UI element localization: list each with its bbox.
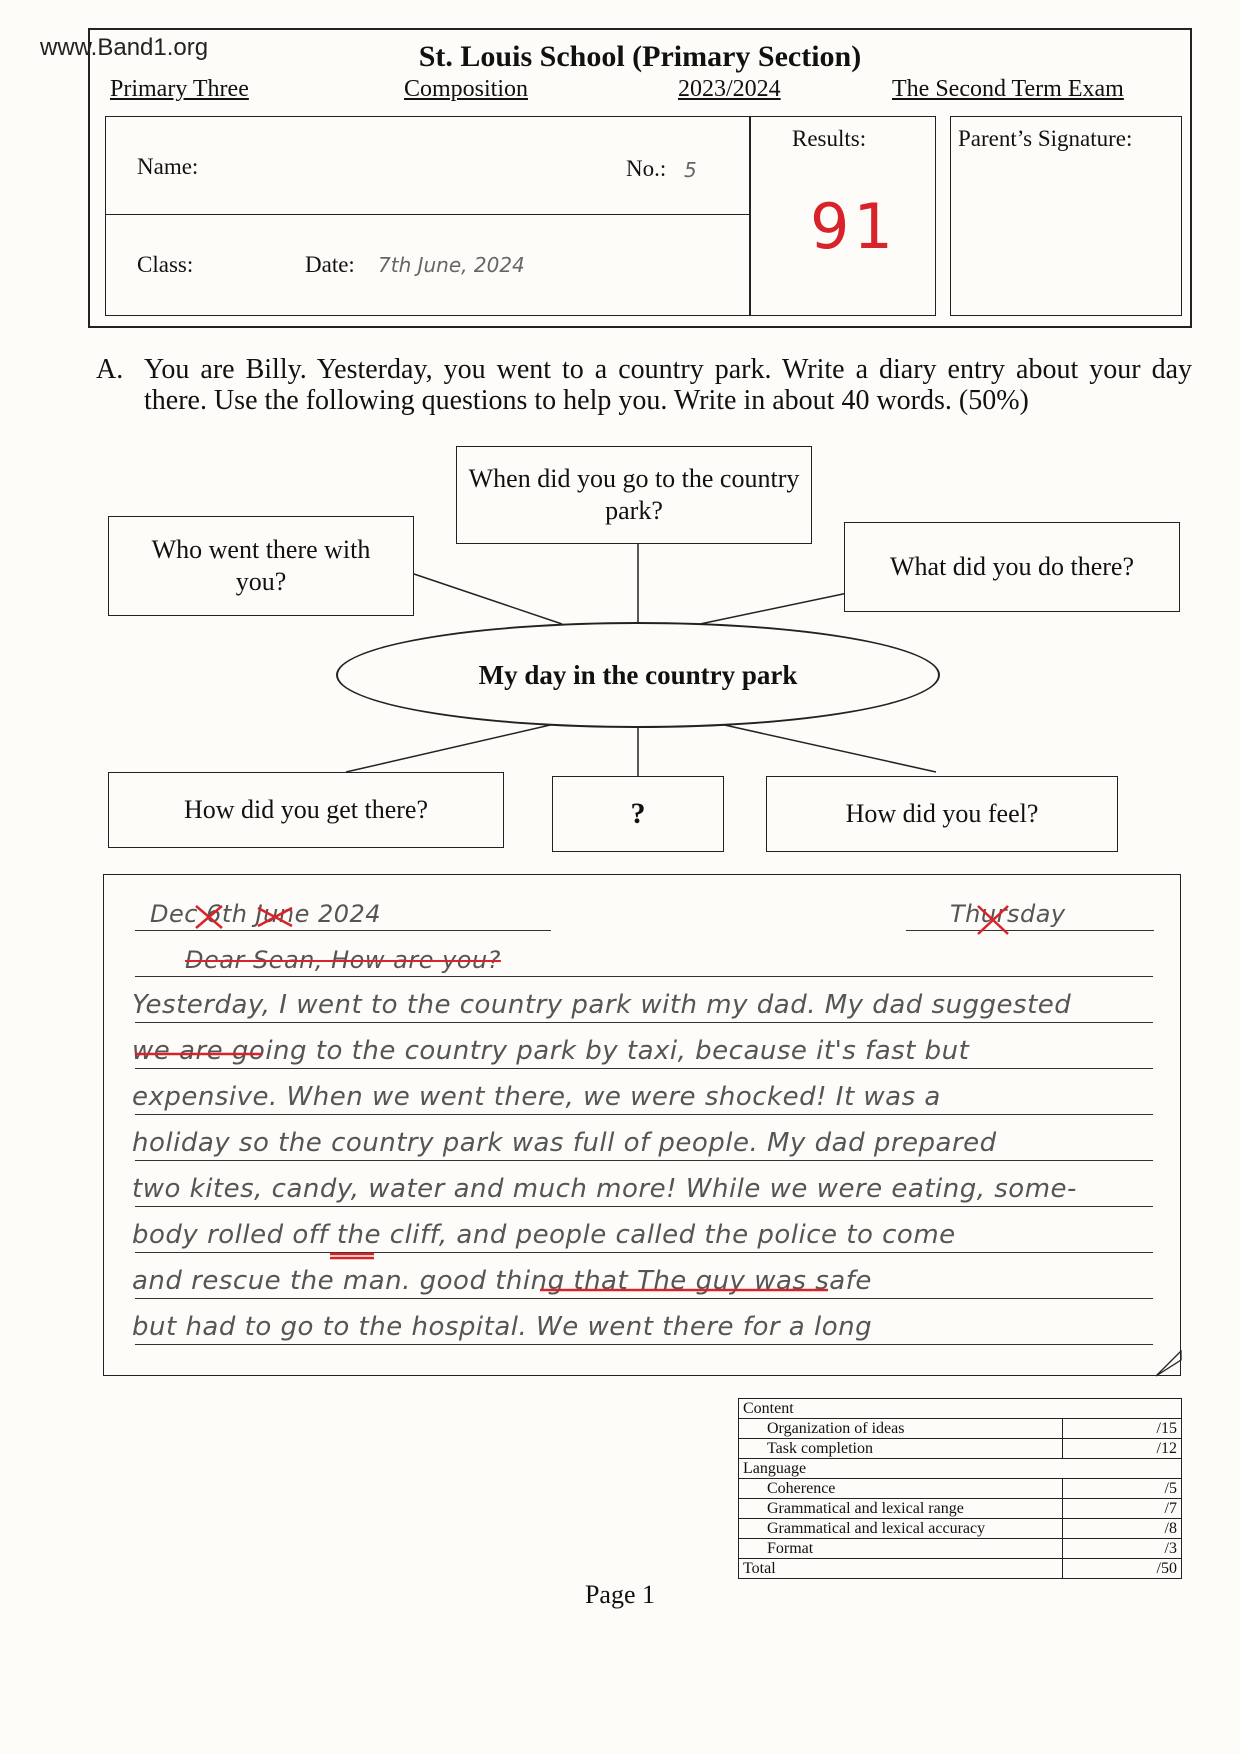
answer-line: body rolled off the cliff, and people called the police to come: [132, 1220, 956, 1250]
name-label: Name:: [137, 154, 199, 179]
answer-line: Yesterday, I went to the country park with my dad. My dad suggested: [132, 990, 1072, 1020]
answer-line: but had to go to the hospital. We went there for a long: [132, 1312, 873, 1342]
marks-row: [739, 1479, 1182, 1499]
marks-row-label: Total: [739, 1559, 1063, 1579]
class-label: Class:: [137, 252, 194, 277]
date-value: 7th June, 2024: [378, 253, 525, 277]
marks-row: [739, 1439, 1182, 1459]
mindmap-what: What did you do there?: [844, 522, 1180, 612]
question-number: A.: [96, 354, 124, 385]
school-name: St. Louis School (Primary Section): [418, 40, 862, 73]
marks-row-label: Organization of ideas: [739, 1419, 1063, 1439]
marks-row: [739, 1399, 1182, 1419]
marks-row-value: /3: [1063, 1539, 1182, 1559]
marks-table: [738, 1398, 1182, 1579]
marks-row-value: /7: [1063, 1499, 1182, 1519]
marks-row: [739, 1539, 1182, 1559]
marks-row: [739, 1419, 1182, 1439]
answer-day: Thursday: [950, 900, 1066, 928]
results-score: 91: [810, 190, 897, 263]
answer-line: and rescue the man. good thing that The guy was safe: [132, 1266, 872, 1296]
mindmap-how-get: How did you get there?: [108, 772, 504, 848]
answer-greeting: Dear Sean, How are you?: [185, 946, 501, 974]
date-label: Date:: [305, 252, 355, 277]
marks-row-label: Grammatical and lexical accuracy: [739, 1519, 1063, 1539]
marks-row-value: /50: [1063, 1559, 1182, 1579]
watermark: www.Band1.org: [40, 34, 209, 61]
results-label: Results:: [792, 126, 867, 151]
marks-row-value: /12: [1063, 1439, 1182, 1459]
mindmap-feel: How did you feel?: [766, 776, 1118, 852]
answer-line: we are going to the country park by taxi, because it's fast but: [132, 1036, 970, 1066]
answer-line: expensive. When we went there, we were shocked! It was a: [132, 1082, 941, 1112]
marks-row-value: /15: [1063, 1419, 1182, 1439]
marks-row: [739, 1459, 1182, 1479]
exam-label: The Second Term Exam: [892, 76, 1124, 102]
subject-label: Composition: [404, 76, 529, 102]
year-label: 2023/2024: [678, 76, 781, 102]
marks-row-label: Format: [739, 1539, 1063, 1559]
marks-row-label: Language: [739, 1459, 1182, 1479]
answer-line: holiday so the country park was full of people. My dad prepared: [132, 1128, 997, 1158]
page-number: Page 1: [584, 1580, 656, 1609]
marks-row-label: Coherence: [739, 1479, 1063, 1499]
level-label: Primary Three: [110, 76, 249, 102]
mindmap-question-mark: ?: [552, 776, 724, 852]
marks-row-label: Task completion: [739, 1439, 1063, 1459]
answer-date: Dec 6th June 2024: [150, 900, 382, 928]
marks-row: [739, 1499, 1182, 1519]
marks-row: [739, 1519, 1182, 1539]
marks-row-value: /8: [1063, 1519, 1182, 1539]
number-value: 5: [684, 158, 697, 182]
number-label: No.:: [626, 156, 667, 181]
mindmap-center: My day in the country park: [336, 622, 940, 728]
question-text: You are Billy. Yesterday, you went to a country park. Write a diary entry about your day there. Use the following questions to help you. Write in about 40 words. (50%): [144, 354, 1192, 416]
mindmap-when: When did you go to the country park?: [456, 446, 812, 544]
answer-line: two kites, candy, water and much more! While we were eating, some-: [132, 1174, 1077, 1204]
mindmap-who: Who went there with you?: [108, 516, 414, 616]
marks-row-label: Grammatical and lexical range: [739, 1499, 1063, 1519]
marks-row-value: /5: [1063, 1479, 1182, 1499]
marks-row: [739, 1559, 1182, 1579]
marks-row-label: Content: [739, 1399, 1182, 1419]
parent-signature-label: Parent’s Signature:: [958, 126, 1133, 151]
